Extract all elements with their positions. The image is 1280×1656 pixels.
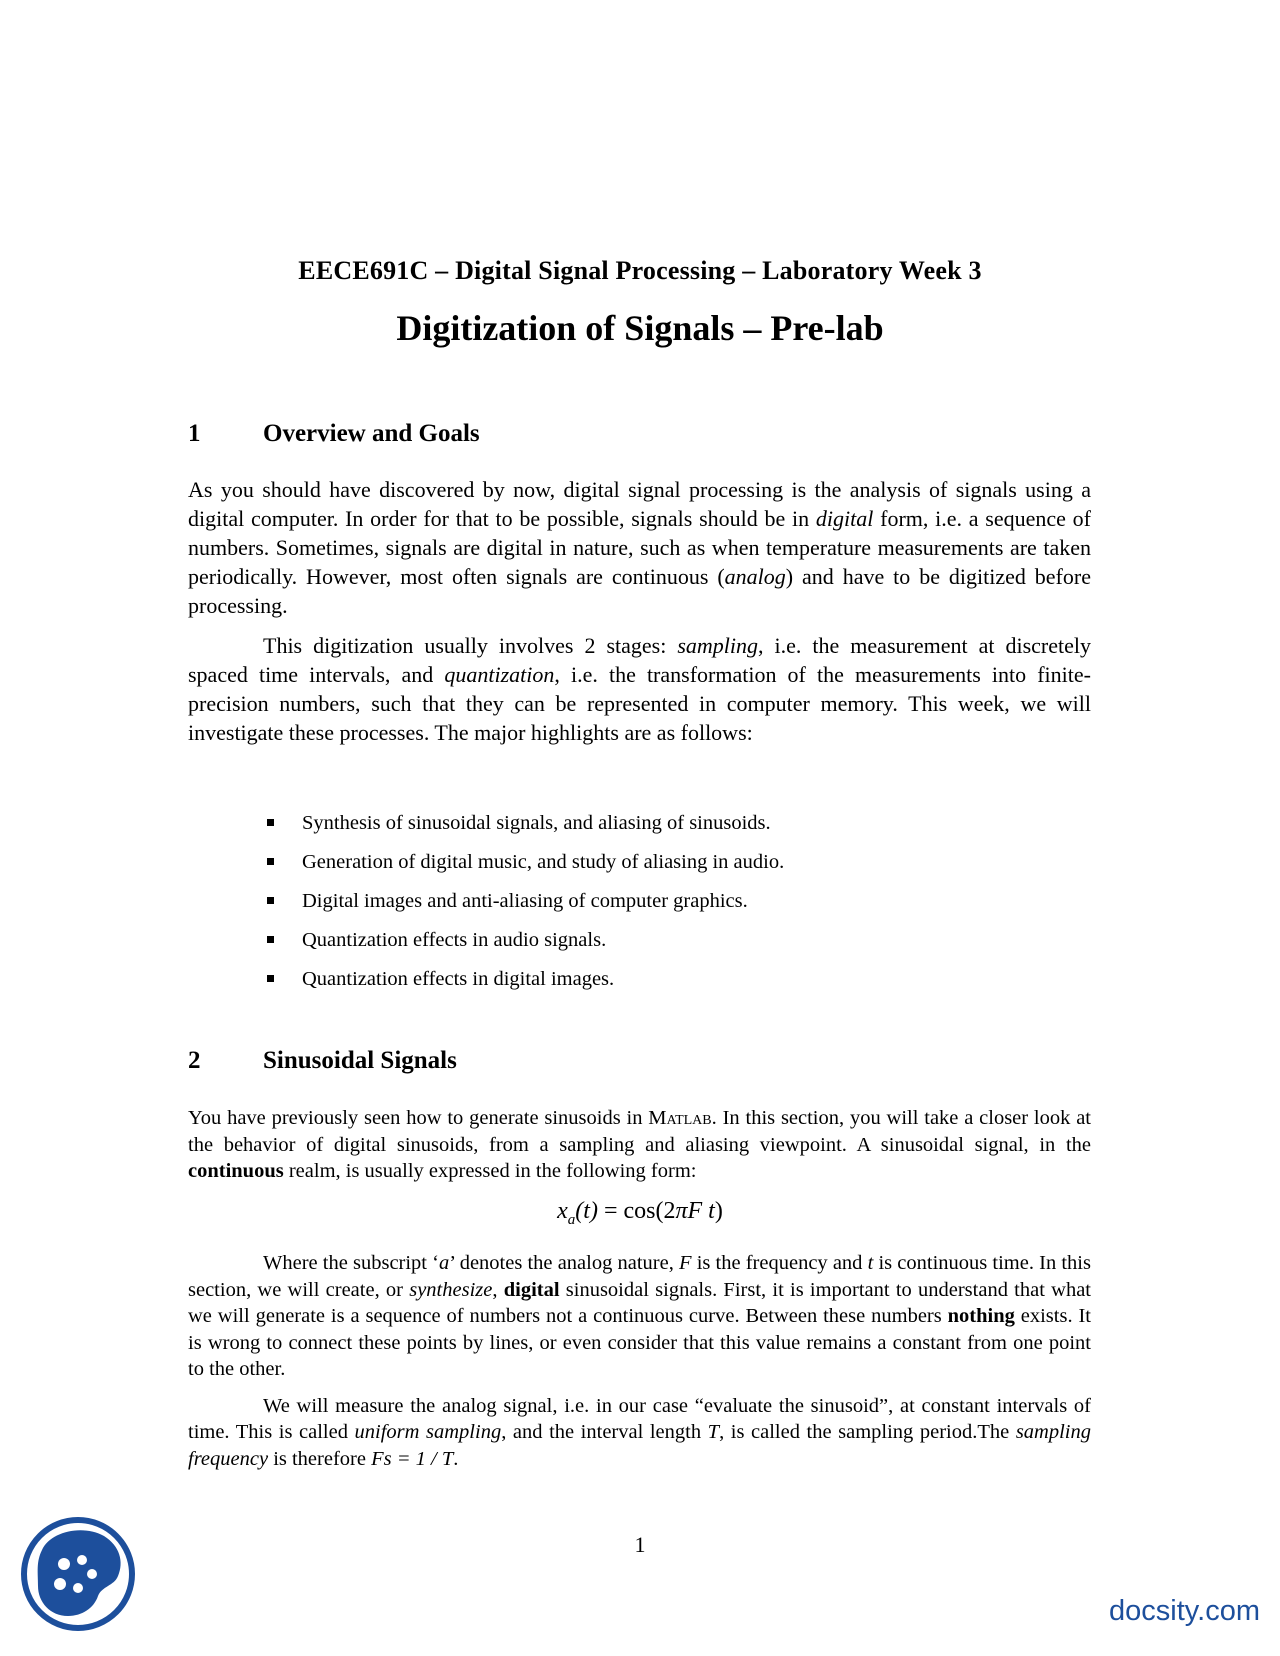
paragraph: As you should have discovered by now, digital signal processing is the analysis of signals using a digital computer. In order for that to be possible, signals should be in digital form, i.e. a sequence of numbers. Sometimes, signals are digital in nature, such as when temperature measurements are taken periodically. However, most often signals are continuous (analog) and have to be digitized before processing.: [188, 477, 1091, 618]
docsity-logo-icon[interactable]: [20, 1516, 136, 1632]
square-bullet-icon: [267, 975, 274, 982]
paragraph: This digitization usually involves 2 stages: sampling, i.e. the measurement at discretely spaced time intervals, and quantization, i.e. the transformation of the measurements into finite-precision numbers, such that they can be represented in computer memory. This week, we will investigate these processes. The major highlights are as follows:: [188, 633, 1091, 745]
list-item: Digital images and anti-aliasing of computer graphics.: [188, 888, 1091, 927]
page-title: Digitization of Signals – Pre-lab: [396, 308, 884, 348]
section-overview-body: [188, 475, 1091, 747]
section-heading-sinusoidal: [188, 1047, 457, 1075]
section-number: 2: [188, 1047, 201, 1074]
section-title: Sinusoidal Signals: [263, 1047, 457, 1074]
section-heading-overview: [188, 420, 480, 448]
highlights-list: [188, 810, 1091, 1005]
square-bullet-icon: [267, 936, 274, 943]
square-bullet-icon: [267, 897, 274, 904]
square-bullet-icon: [267, 858, 274, 865]
list-item: Generation of digital music, and study of aliasing in audio.: [188, 849, 1091, 888]
list-item: Quantization effects in digital images.: [188, 966, 1091, 1005]
list-item: Synthesis of sinusoidal signals, and aliasing of sinusoids.: [188, 810, 1091, 849]
section-sinusoidal-body: [188, 1250, 1091, 1472]
section-sinusoidal-intro: [188, 1105, 1091, 1185]
list-item: Quantization effects in audio signals.: [188, 927, 1091, 966]
page-number: 1: [634, 1532, 646, 1557]
course-title: EECE691C – Digital Signal Processing – Laboratory Week 3: [298, 256, 982, 285]
square-bullet-icon: [267, 819, 274, 826]
formula: $x_a(t) = \cos(2\pi F$ t): [557, 1198, 723, 1228]
paragraph: Where the subscript ‘a’ denotes the analog nature, F is the frequency and t is continuous time. In this section, we will create, or synthesize, digital sinusoidal signals. First, it is important to understand that what we will generate is a sequence of numbers not a continuous curve. Between these numbers nothing exists. It is wrong to connect these points by lines, or even consider that this value remains a constant from one point to the other.: [188, 1252, 1091, 1380]
paragraph: We will measure the analog signal, i.e. in our case “evaluate the sinusoid”, at constant intervals of time. This is called uniform sampling, and the interval length T, is called the sampling period.The sampling frequency is therefore Fs = 1 / T.: [188, 1394, 1091, 1470]
section-number: 1: [188, 420, 201, 447]
section-title: Overview and Goals: [263, 420, 480, 447]
docsity-watermark[interactable]: docsity.com: [1109, 1595, 1260, 1627]
paragraph: You have previously seen how to generate sinusoids in Matlab. In this section, you will take a closer look at the behavior of digital sinusoids, from a sampling and aliasing viewpoint. A sinusoidal signal, in the continuous realm, is usually expressed in the following form:: [188, 1107, 1091, 1182]
